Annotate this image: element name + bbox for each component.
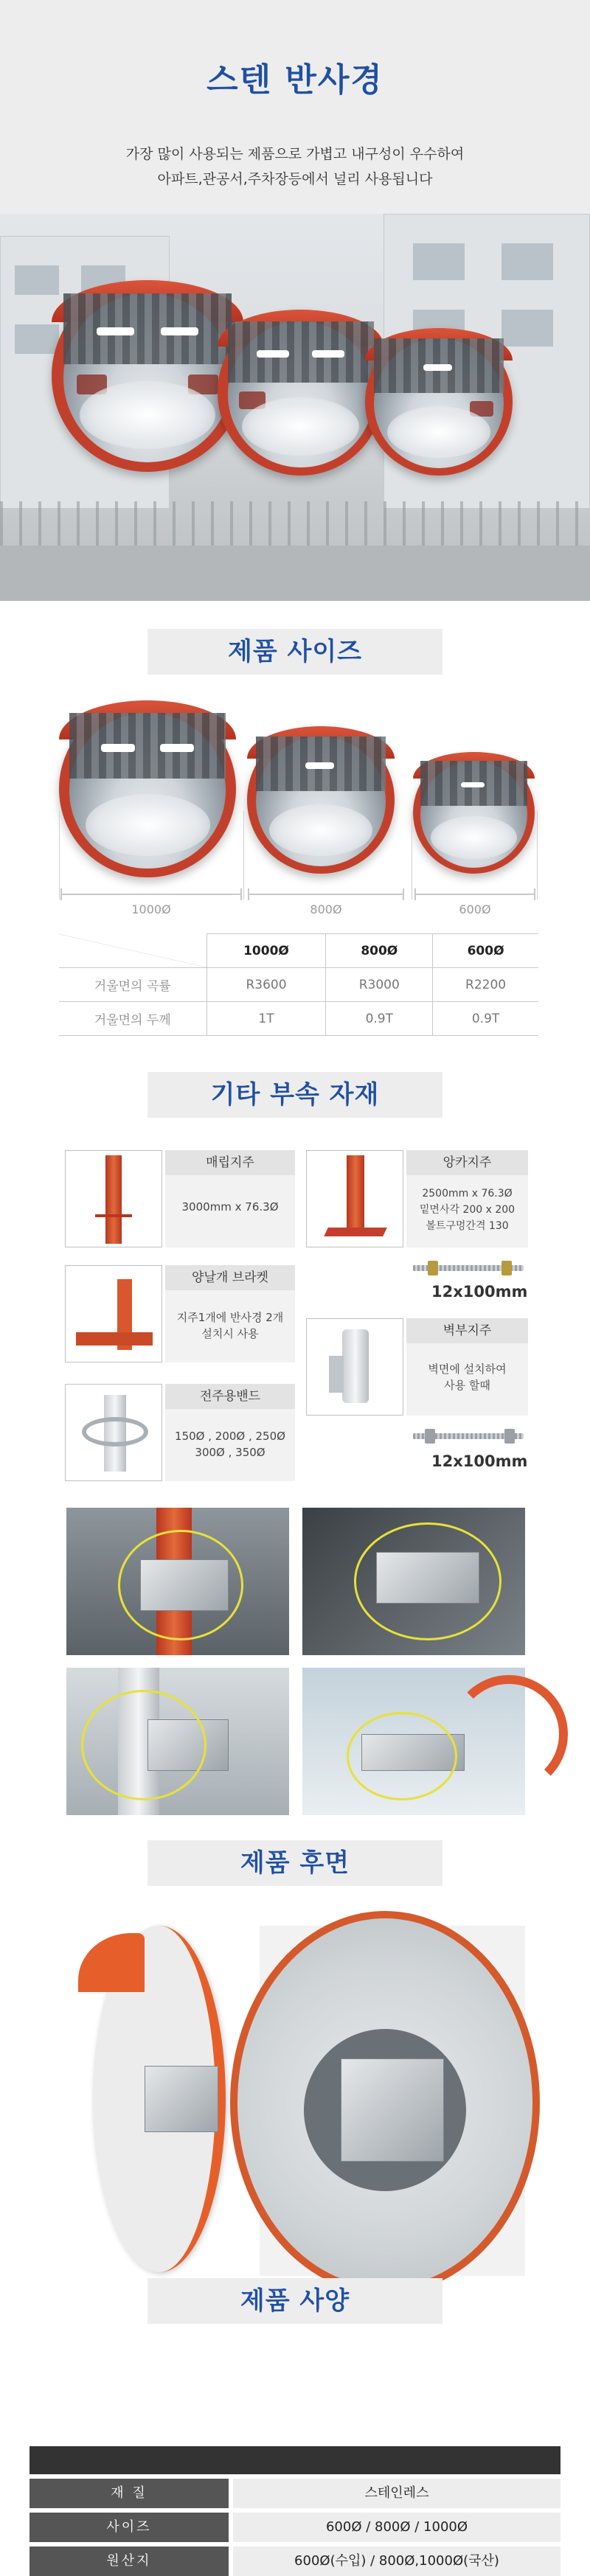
dimension-line-1000 xyxy=(60,894,242,895)
ceiling-lamp xyxy=(312,350,344,358)
table-corner-cell xyxy=(59,934,206,968)
band-clamp xyxy=(82,1417,148,1447)
accessory-desc-line: 2500mm x 76.3Ø xyxy=(422,1188,513,1200)
dimension-guide xyxy=(243,811,244,899)
accessory-desc-line: 설치시 사용 xyxy=(201,1327,259,1340)
bolt-size-label-2: 12x100mm xyxy=(431,1452,528,1470)
table-cell: 1T xyxy=(206,1002,326,1036)
table-cell: R3000 xyxy=(326,968,433,1002)
accessory-title: 양날개 브라켓 xyxy=(165,1265,295,1290)
pole-base-plate xyxy=(324,1228,387,1236)
dimension-line-600 xyxy=(414,894,535,895)
section-heading-accessories: 기타 부속 자재 xyxy=(148,1072,442,1118)
hero-photo xyxy=(0,214,590,601)
spec-row-value: 600Ø(수입) / 800Ø,1000Ø(국산) xyxy=(233,2547,560,2576)
table-cell: R2200 xyxy=(433,968,538,1002)
spec-row-label: 원산지 xyxy=(30,2547,229,2576)
pole-shape xyxy=(105,1155,122,1244)
table-header-1000: 1000Ø xyxy=(206,934,326,968)
garage-floor xyxy=(269,804,373,856)
section-heading-size: 제품 사이즈 xyxy=(148,629,442,675)
spec-row-label: 재 질 xyxy=(30,2479,229,2508)
accessory-desc xyxy=(412,1361,522,1393)
ceiling-lamp xyxy=(423,364,452,371)
spec-table-header-bar xyxy=(30,2446,560,2474)
description-line-1: 가장 많이 사용되는 제품으로 가볍고 내구성이 우수하여 xyxy=(125,146,465,162)
mirror-glass xyxy=(256,737,386,866)
detail-photo-side-mount xyxy=(66,1668,289,1815)
accessory-photo-wall-pole xyxy=(306,1318,403,1416)
window xyxy=(15,324,59,354)
hero-mirror-small xyxy=(365,328,513,476)
spec-row xyxy=(30,2479,560,2508)
highlight-ring xyxy=(347,1712,457,1800)
description-line-2: 아파트,관공서,주차장등에서 널리 사용됩니다 xyxy=(157,171,433,187)
section-heading-spec: 제품 사양 xyxy=(148,2278,442,2324)
pole-crossbar xyxy=(95,1214,132,1217)
table-header-row xyxy=(59,934,538,968)
accessory-desc-line: 150Ø , 200Ø , 250Ø xyxy=(175,1430,285,1443)
table-header-600: 600Ø xyxy=(433,934,538,968)
ground xyxy=(0,546,590,601)
table-row-label: 거울면의 두께 xyxy=(59,1002,206,1036)
mirror-glass xyxy=(63,293,232,462)
page-title: 스텐 반사경 xyxy=(206,61,384,99)
dimension-guide xyxy=(537,811,538,899)
accessory-photo-anchor-pole xyxy=(306,1150,403,1247)
back-photo-closeup xyxy=(260,1926,525,2276)
garage-floor xyxy=(80,381,215,449)
table-row-label: 거울면의 곡률 xyxy=(59,968,206,1002)
size-mirror-600 xyxy=(413,752,535,874)
accessory-card-band xyxy=(165,1384,295,1481)
bolt-size-label-1: 12x100mm xyxy=(431,1283,528,1301)
fence xyxy=(0,501,590,546)
accessory-desc-line: 지주1개에 반사경 2개 xyxy=(176,1311,284,1324)
accessory-desc-line: 벽면에 설치하여 xyxy=(428,1362,507,1376)
dimension-line-800 xyxy=(248,894,404,895)
mirror-glass xyxy=(420,761,527,868)
garage-floor xyxy=(387,406,491,458)
hero-mirror-large xyxy=(52,280,243,472)
detail-photo-back-mount xyxy=(302,1508,525,1655)
ceiling-lamp xyxy=(160,744,194,752)
spec-row-label: 사이즈 xyxy=(30,2513,229,2542)
section-heading-back: 제품 후면 xyxy=(148,1840,442,1886)
accessory-title: 벽부지주 xyxy=(406,1318,528,1343)
spec-row xyxy=(30,2513,560,2542)
garage-ceiling xyxy=(228,321,374,383)
accessory-title: 전주용밴드 xyxy=(165,1384,295,1409)
ceiling-lamp xyxy=(461,782,485,787)
accessory-card-pole xyxy=(165,1150,295,1247)
table-header-800: 800Ø xyxy=(326,934,433,968)
spec-row-value: 600Ø / 800Ø / 1000Ø xyxy=(233,2513,560,2542)
ceiling-lamp xyxy=(101,744,135,752)
table-row xyxy=(59,1002,538,1036)
garage-ceiling xyxy=(63,293,232,364)
window xyxy=(502,310,553,347)
bolt-nut xyxy=(504,1429,515,1444)
dimension-label-1000: 1000Ø xyxy=(131,902,171,916)
spec-table xyxy=(30,2446,560,2576)
window xyxy=(413,243,465,280)
accessory-title: 매립지주 xyxy=(165,1150,295,1175)
bolt-nut xyxy=(502,1261,512,1275)
page-header xyxy=(0,0,590,214)
accessory-card-bracket xyxy=(165,1265,295,1362)
bolt-nut xyxy=(428,1261,438,1275)
size-spec-table xyxy=(59,933,538,1036)
accessory-desc-line: 300Ø , 350Ø xyxy=(195,1446,266,1459)
table-cell: 0.9T xyxy=(326,1002,433,1036)
mirror-rim xyxy=(450,1675,568,1793)
accessory-desc xyxy=(171,1309,289,1342)
size-mirror-1000 xyxy=(59,700,236,877)
accessory-desc xyxy=(412,1186,522,1234)
accessory-photo-bracket xyxy=(65,1265,162,1362)
garage-floor xyxy=(242,397,358,456)
garage-ceiling xyxy=(69,713,225,779)
bolt-nut xyxy=(425,1429,435,1444)
accessory-desc-line: 밑면사각 200 x 200 xyxy=(419,1204,516,1216)
dimension-label-600: 600Ø xyxy=(459,902,491,916)
accessory-desc xyxy=(171,1428,289,1461)
accessory-card-anchor-pole xyxy=(406,1150,528,1247)
mirror-glass xyxy=(374,338,504,468)
wall-pole-plate xyxy=(329,1356,344,1393)
highlight-ring xyxy=(354,1522,502,1640)
anchor-bolt-image-1 xyxy=(413,1261,524,1275)
table-row xyxy=(59,968,538,1002)
highlight-ring xyxy=(118,1530,243,1640)
spec-row xyxy=(30,2547,560,2576)
ceiling-lamp xyxy=(97,327,133,335)
back-bracket-plate xyxy=(341,2058,444,2162)
dimension-guide xyxy=(59,811,60,899)
accessory-desc-line: 볼트구멍간격 130 xyxy=(426,1220,509,1232)
accessory-title: 앙카지주 xyxy=(406,1150,528,1175)
highlight-ring xyxy=(81,1690,206,1800)
hero-mirror-medium xyxy=(218,310,384,476)
anchor-bolt-image-2 xyxy=(413,1429,524,1444)
mirror-hood-side xyxy=(78,1933,145,1992)
size-mirror-800 xyxy=(247,726,395,874)
back-bracket-plate xyxy=(145,2066,218,2132)
detail-photo-band-mount xyxy=(66,1508,289,1655)
window xyxy=(502,243,553,280)
ceiling-lamp xyxy=(257,350,289,358)
table-cell: 0.9T xyxy=(433,1002,538,1036)
mirror-glass xyxy=(228,321,374,467)
mirror-glass xyxy=(69,713,225,868)
bracket-horizontal xyxy=(76,1332,153,1346)
accessory-photo-pole xyxy=(65,1150,162,1247)
window xyxy=(15,265,59,295)
accessory-desc-line: 사용 할때 xyxy=(444,1379,490,1392)
dimension-label-800: 800Ø xyxy=(310,902,342,916)
accessory-photo-band xyxy=(65,1384,162,1481)
garage-floor xyxy=(86,794,210,856)
table-cell: R3600 xyxy=(206,968,326,1002)
accessory-card-wall-pole xyxy=(406,1318,528,1416)
detail-photo-bracket-mount xyxy=(302,1668,525,1815)
page-description xyxy=(0,142,590,192)
garage-floor xyxy=(431,816,516,859)
accessory-desc: 3000mm x 76.3Ø xyxy=(181,1200,279,1214)
ceiling-lamp xyxy=(161,327,198,335)
wall-pole-tube xyxy=(342,1329,369,1403)
ceiling-lamp xyxy=(305,762,334,769)
back-photo-side xyxy=(63,1926,229,2272)
spec-row-value: 스테인레스 xyxy=(233,2479,560,2508)
pole-shape xyxy=(347,1155,364,1232)
